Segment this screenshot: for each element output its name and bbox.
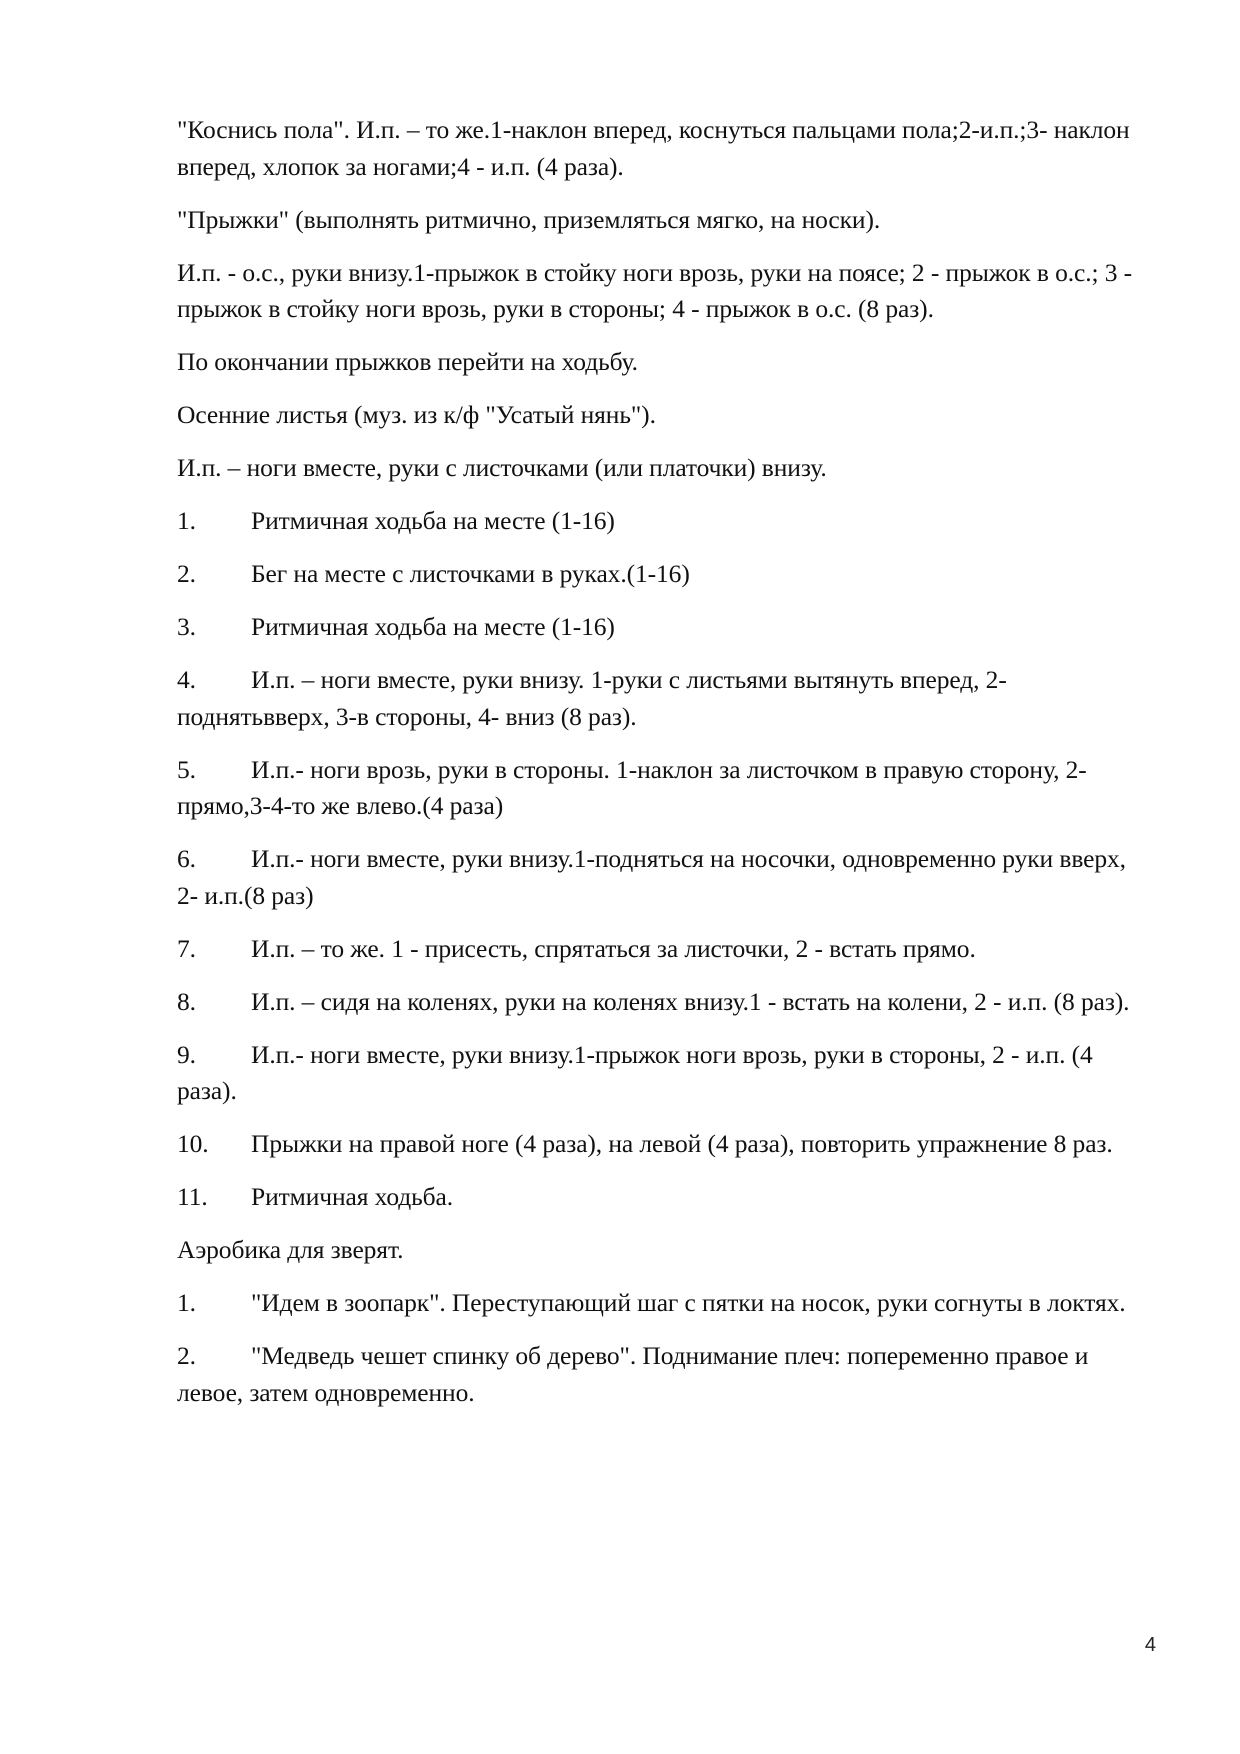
list-item — [177, 841, 1137, 914]
list-item-number: 3. — [177, 612, 196, 641]
list-item-text: И.п.- ноги вместе, руки внизу.1-прыжок ноги врозь, руки в стороны, 2 - и.п. (4 раза). — [177, 1039, 1093, 1105]
list-item-number: 6. — [177, 844, 196, 873]
page-number: 4 — [1144, 1634, 1156, 1656]
list-item-number: 8. — [177, 986, 196, 1016]
list-item — [177, 984, 1137, 1021]
list-item-text: И.п.- ноги вместе, руки внизу.1-подняться на носочки, одновременно руки вверх, 2- и.п.(8 раз) — [177, 844, 1126, 910]
animals-exercise-list — [177, 1285, 1137, 1411]
list-item-number: 9. — [177, 1039, 196, 1069]
list-item — [177, 556, 1137, 593]
list-item-text: И.п. – сидя на коленях, руки на коленях внизу.1 - встать на колени, 2 - и.п. (8 раз). — [251, 986, 1130, 1016]
paragraph-aerobics-title: Аэробика для зверят. — [177, 1235, 404, 1264]
list-item-text: "Медведь чешет спинку об дерево". Поднимание плеч: попеременно правое и левое, затем одновременно. — [177, 1341, 1089, 1407]
list-item-number: 4. — [177, 665, 196, 694]
list-item-text: "Идем в зоопарк". Переступающий шаг с пятки на носок, руки согнуты в локтях. — [251, 1288, 1126, 1317]
list-item-text: И.п. – то же. 1 - присесть, спрятаться за листочки, 2 - встать прямо. — [251, 933, 976, 963]
list-item — [177, 1126, 1137, 1163]
list-item-number: 2. — [177, 559, 196, 588]
list-item — [177, 1338, 1137, 1411]
list-item-text: И.п. – ноги вместе, руки внизу. 1-руки с листьями вытянуть вперед, 2-поднятьвверх, 3-в стороны, 4- вниз (8 раз). — [177, 665, 1007, 731]
list-item-text: Бег на месте с листочками в руках.(1-16) — [251, 559, 690, 588]
list-item — [177, 931, 1137, 968]
list-item — [177, 1285, 1137, 1322]
paragraph-touch-floor: "Коснись пола". И.п. – то же.1-наклон вперед, коснуться пальцами пола;2-и.п.;3- наклон вперед, хлопок за ногами;4 - и.п. (4 раза). — [177, 115, 1130, 181]
list-item-number: 1. — [177, 1288, 196, 1317]
list-item — [177, 662, 1137, 735]
list-item — [177, 1037, 1137, 1110]
paragraph-after-jumps: По окончании прыжков перейти на ходьбу. — [177, 347, 638, 376]
list-item-text: Ритмичная ходьба. — [251, 1182, 454, 1211]
list-item — [177, 609, 1137, 646]
list-item-number: 5. — [177, 754, 196, 784]
list-item-text: Ритмичная ходьба на месте (1-16) — [251, 612, 615, 641]
list-item — [177, 503, 1137, 540]
autumn-exercise-list — [177, 503, 1137, 1216]
document-page — [177, 112, 1137, 1428]
list-item — [177, 1179, 1137, 1216]
list-item-text: Прыжки на правой ноге (4 раза), на левой (4 раза), повторить упражнение 8 раз. — [251, 1129, 1113, 1158]
paragraph-jumps-description: И.п. - о.с., руки внизу.1-прыжок в стойку ноги врозь, руки на поясе; 2 - прыжок в о.с.; 3 - прыжок в стойку ноги врозь, руки в стороны; 4 - прыжок в о.с. (8 раз). — [177, 257, 1133, 323]
list-item-number: 2. — [177, 1341, 196, 1370]
list-item-number: 10. — [177, 1129, 209, 1158]
list-item-text: Ритмичная ходьба на месте (1-16) — [251, 506, 615, 535]
list-item-number: 7. — [177, 933, 196, 963]
list-item-number: 1. — [177, 506, 196, 535]
paragraph-starting-position: И.п. – ноги вместе, руки с листочками (или платочки) внизу. — [177, 453, 827, 482]
list-item — [177, 752, 1137, 825]
paragraph-jumps-title: "Прыжки" (выполнять ритмично, приземляться мягко, на носки). — [177, 204, 881, 234]
paragraph-autumn-leaves-title: Осенние листья (муз. из к/ф "Усатый нянь"). — [177, 400, 656, 429]
list-item-text: И.п.- ноги врозь, руки в стороны. 1-наклон за листочком в правую сторону, 2-прямо,3-4-то же влево.(4 раза) — [177, 754, 1087, 820]
list-item-number: 11. — [177, 1182, 208, 1211]
